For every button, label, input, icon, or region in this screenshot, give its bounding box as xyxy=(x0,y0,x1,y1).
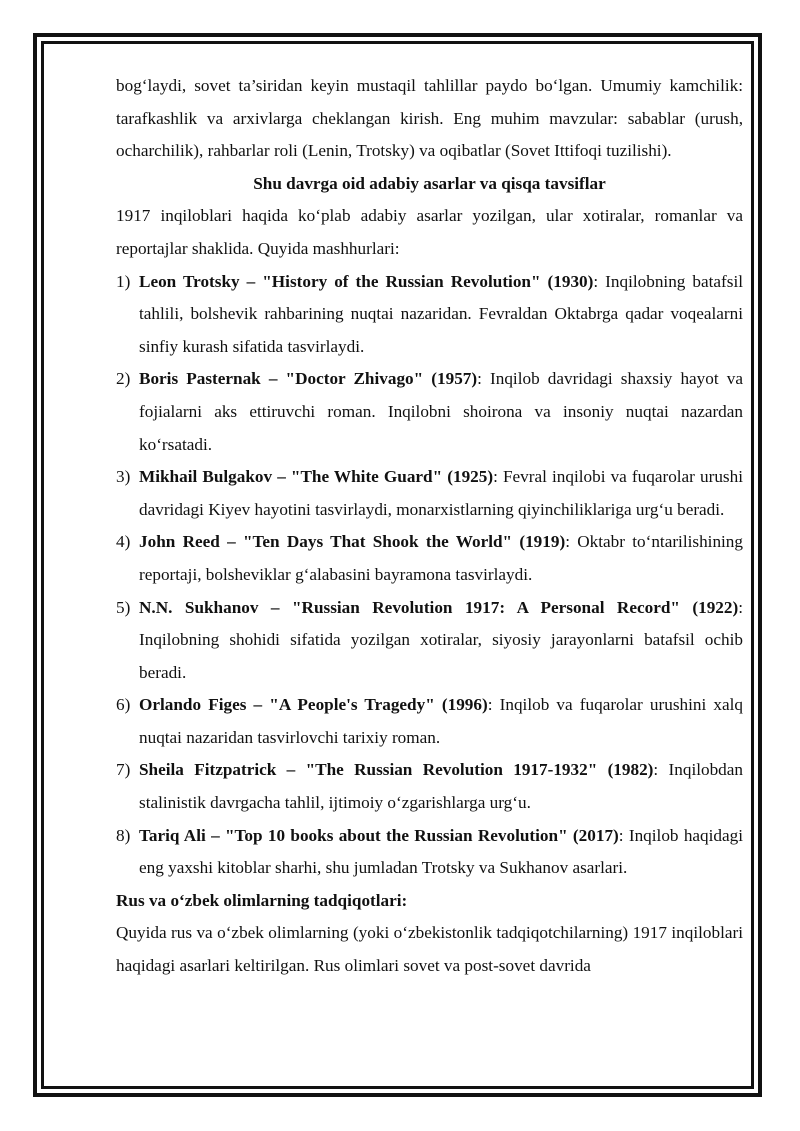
list-number: 7) xyxy=(116,760,131,780)
work-title: Orlando Figes – "A People's Tragedy" (1996) xyxy=(139,695,488,715)
work-description: : Fevral inqilobi va fuqarolar urushi davridagi Kiyev hayotini tasvirlaydi, monarxistlarning qiyinchiliklariga urg‘u beradi. xyxy=(139,467,743,519)
section-title: Shu davrga oid adabiy asarlar va qisqa tavsiflar xyxy=(253,173,606,193)
list-number: 6) xyxy=(116,695,131,715)
work-description: : Inqilobdan stalinistik davrgacha tahlil, ijtimoiy o‘zgarishlarga urg‘u. xyxy=(139,760,743,813)
work-title: Sheila Fitzpatrick – "The Russian Revolution 1917-1932" (1982) xyxy=(139,760,654,780)
list-item xyxy=(116,526,743,591)
work-title: Leon Trotsky – "History of the Russian Revolution" (1930) xyxy=(139,271,594,291)
list-item xyxy=(116,592,743,690)
list-number: 5) xyxy=(116,597,131,617)
work-description: : Inqilob va fuqarolar urushini xalq nuqtai nazaridan tasvirlovchi tarixiy roman. xyxy=(139,695,743,747)
list-item xyxy=(116,266,743,364)
list-number: 2) xyxy=(116,369,131,389)
list-item xyxy=(116,461,743,526)
list-number: 8) xyxy=(116,825,131,845)
list-number: 4) xyxy=(116,532,131,552)
work-title: Boris Pasternak – "Doctor Zhivago" (1957) xyxy=(139,369,478,389)
work-description: : Inqilobning shohidi sifatida yozilgan xotiralar, siyosiy jarayonlarni batafsil ochib beradi. xyxy=(139,597,743,682)
list-item xyxy=(116,754,743,819)
list-item xyxy=(116,689,743,754)
list-number: 3) xyxy=(116,467,131,487)
list-item xyxy=(116,820,743,885)
work-description: : Inqilob davridagi shaxsiy hayot va fojialarni aks ettiruvchi roman. Inqilobni shoirona va insoniy nuqtai nazardan ko‘rsatadi. xyxy=(139,369,743,454)
document-body xyxy=(116,70,743,983)
scholars-paragraph: Quyida rus va o‘zbek olimlarning (yoki o‘zbekistonlik tadqiqotchilarning) 1917 inqiloblari haqidagi asarlari keltirilgan. Rus olimlari sovet va post-sovet davrida xyxy=(116,923,743,976)
intro-paragraph: bog‘laydi, sovet ta’siridan keyin mustaqil tahlillar paydo bo‘lgan. Umumiy kamchilik: tarafkashlik va arxivlarga cheklangan kirish. Eng muhim mavzular: sabablar (urush, ocharchilik), rahbarlar roli (Lenin, Trotsky) va oqibatlar (Sovet Ittifoqi tuzilishi). xyxy=(116,76,743,161)
works-list xyxy=(116,266,743,885)
work-description: : Inqilobning batafsil tahlili, bolshevik rahbarining nuqtai nazaridan. Fevraldan Oktabrga qadar voqealarni sinfiy kurash sifatida tasvirlaydi. xyxy=(139,271,743,356)
work-title: Tariq Ali – "Top 10 books about the Russian Revolution" (2017) xyxy=(139,825,619,845)
scholars-heading: Rus va o‘zbek olimlarning tadqiqotlari: xyxy=(116,890,408,910)
list-item xyxy=(116,363,743,461)
work-description: : Inqilob haqidagi eng yaxshi kitoblar sharhi, shu jumladan Trotsky va Sukhanov asarlari. xyxy=(139,825,744,878)
work-title: John Reed – "Ten Days That Shook the World" (1919) xyxy=(139,532,566,552)
work-title: N.N. Sukhanov – "Russian Revolution 1917: A Personal Record" (1922) xyxy=(139,597,739,617)
work-title: Mikhail Bulgakov – "The White Guard" (1925) xyxy=(139,467,494,487)
work-description: : Oktabr to‘ntarilishining reportaji, bolsheviklar g‘alabasini bayramona tasvirlaydi. xyxy=(139,532,743,584)
section-intro: 1917 inqiloblari haqida ko‘plab adabiy asarlar yozilgan, ular xotiralar, romanlar va reportajlar shaklida. Quyida mashhurlari: xyxy=(116,206,743,258)
list-number: 1) xyxy=(116,271,131,291)
